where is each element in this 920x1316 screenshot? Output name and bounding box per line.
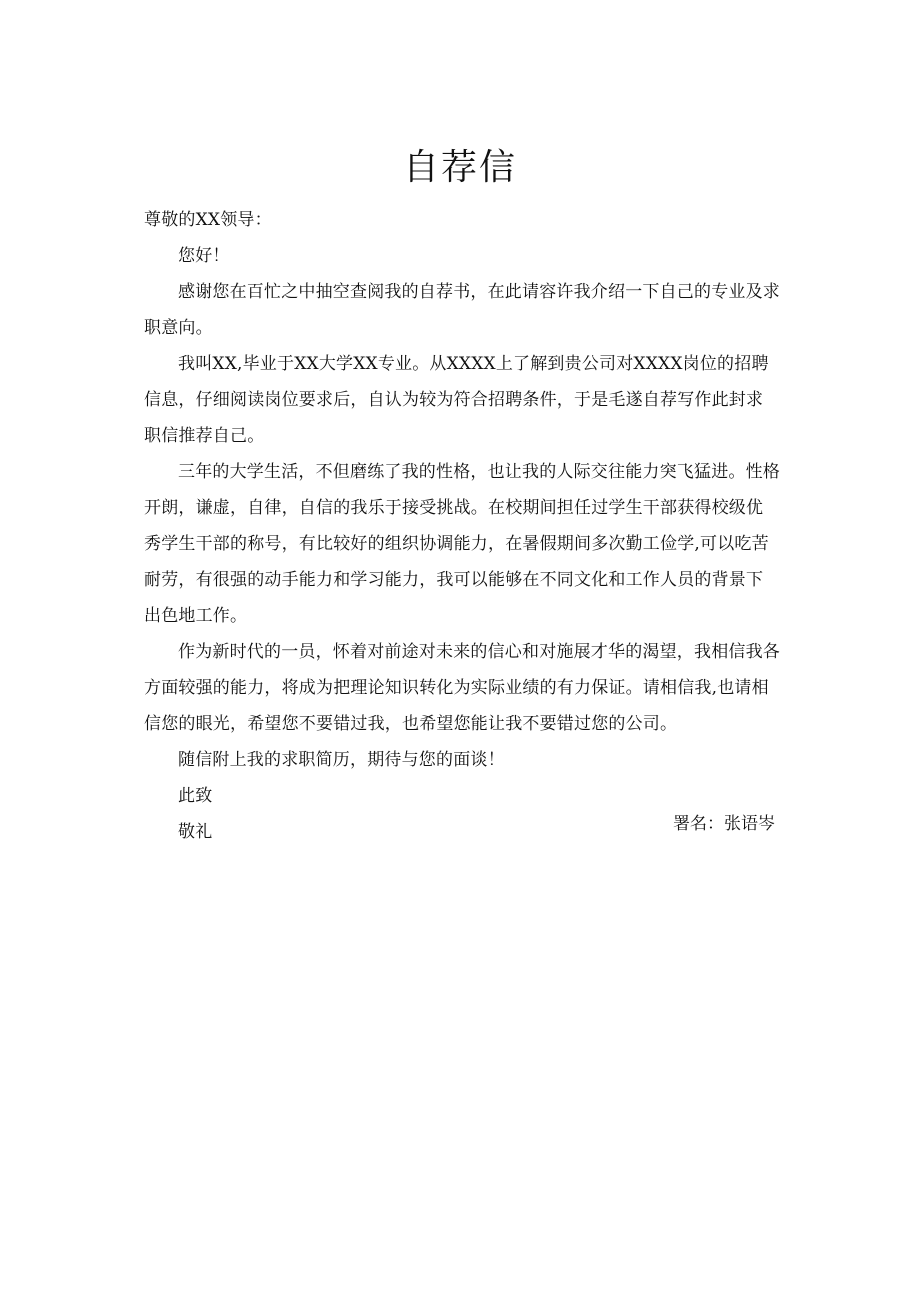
letter-body [144, 202, 780, 850]
attachment-paragraph: 随信附上我的求职简历，期待与您的面谈！ [178, 750, 505, 770]
signature: 署名：张语岑 [673, 814, 775, 834]
greeting-paragraph: 您好！ [178, 246, 230, 266]
page-title: 自荐信 [402, 147, 517, 188]
background-paragraph: 我叫XX,毕业于XX大学XX专业。从XXXX上了解到贵公司对XXXX岗位的招聘信息，仔细阅读岗位要求后，自认为较为符合招聘条件，于是毛遂自荐写作此封求职信推荐自己。 [144, 354, 769, 446]
experience-paragraph: 三年的大学生活，不但磨练了我的性格，也让我的人际交往能力突飞猛进。性格开朗，谦虚，自律，自信的我乐于接受挑战。在校期间担任过学生干部获得校级优秀学生干部的称号，有比较好的组织协调能力，在暑假期间多次勤工俭学,可以吃苦耐劳，有很强的动手能力和学习能力，我可以能够在不同文化和工作人员的背景下出色地工作。 [144, 462, 780, 626]
closing-line-1: 此致 [178, 786, 213, 806]
intro-paragraph: 感谢您在百忙之中抽空查阅我的自荐书，在此请容许我介绍一下自己的专业及求职意向。 [144, 282, 780, 338]
salutation: 尊敬的XX领导： [144, 210, 272, 230]
confidence-paragraph: 作为新时代的一员，怀着对前途对未来的信心和对施展才华的渴望，我相信我各方面较强的能力，将成为把理论知识转化为实际业绩的有力保证。请相信我,也请相信您的眼光，希望您不要错过我，也希望您能让我不要错过您的公司。 [144, 642, 780, 734]
closing-line-2: 敬礼 [178, 822, 213, 842]
